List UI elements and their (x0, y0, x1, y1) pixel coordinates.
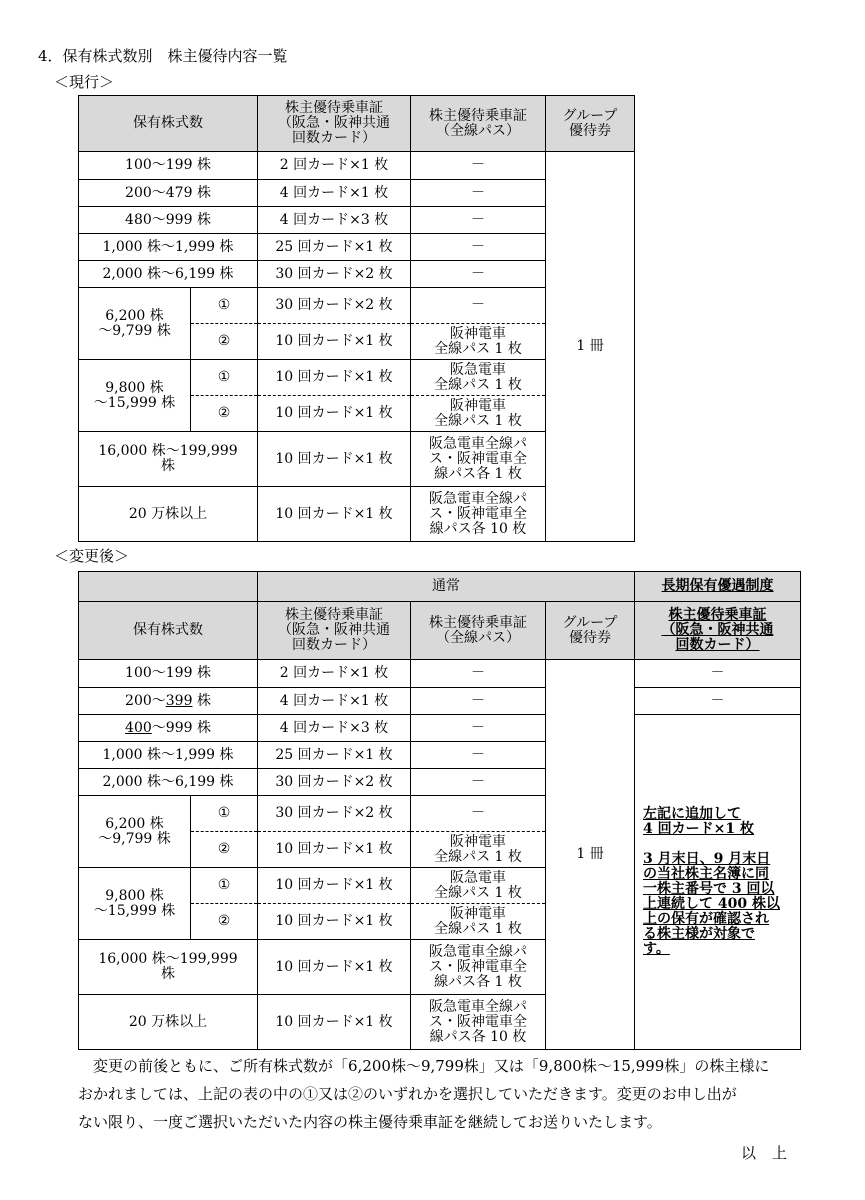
header-normal: 通常 (258, 572, 635, 602)
group-coupon-value: 1 冊 (546, 152, 635, 542)
table-row: 2,000 株～6,199 株 30 回カード×2 枚 － (79, 261, 635, 288)
current-table (78, 95, 635, 542)
header-shares: 保有株式数 (79, 96, 258, 152)
table-row: 1,000 株～1,999 株 25 回カード×1 枚 － (79, 742, 801, 769)
table-row: 480～999 株 4 回カード×3 枚 － (79, 207, 635, 234)
table-row: ② 10 回カード×1 枚 阪神電車 全線パス 1 枚 (79, 904, 801, 940)
table-row: 20 万株以上 10 回カード×1 枚 阪急電車全線パ ス・阪神電車全 線パス各 10 枚 (79, 487, 635, 542)
option-mark: ① (191, 288, 258, 324)
table-row: 100～199 株 2 回カード×1 枚 － 1 冊 － (79, 660, 801, 688)
option-mark: ② (191, 324, 258, 360)
group-coupon-value: 1 冊 (546, 660, 635, 1050)
table-row: 200～479 株 4 回カード×1 枚 － (79, 180, 635, 207)
table-row: 6,200 株 ～9,799 株 ① 30 回カード×2 枚 － (79, 796, 801, 832)
option-mark: ① (191, 868, 258, 904)
option-mark: ① (191, 796, 258, 832)
table-row: 100～199 株 2 回カード×1 枚 － 1 冊 (79, 152, 635, 180)
header-group: グループ 優待券 (546, 602, 635, 660)
document-title: 4．保有株式数別 株主優待内容一覧 (38, 47, 288, 65)
header-card: 株主優待乗車証 （阪急・阪神共通 回数カード） (258, 96, 411, 152)
header-pass: 株主優待乗車証 （全線パス） (411, 602, 546, 660)
option-mark: ① (191, 360, 258, 396)
table-row: 200～399 株 4 回カード×1 枚 － － (79, 688, 801, 715)
header-group: グループ 優待券 (546, 96, 635, 152)
header-shares: 保有株式数 (79, 602, 258, 660)
header-empty (79, 572, 258, 602)
table-row: ② 10 回カード×1 枚 阪神電車 全線パス 1 枚 (79, 324, 635, 360)
closing-mark: 以上 (740, 1144, 803, 1162)
header-pass: 株主優待乗車証 （全線パス） (411, 96, 546, 152)
footnote: 変更の前後ともに、ご所有株式数が「6,200株～9,799株」又は「9,800株～15,999株」の株主様に おかれましては、上記の表の中の①又は②のいずれかを選択していただきます。変更のお申し出が ない限り、一度ご選択いただいた内容の株主優待乗車証を継続してお送りいたします。 (78, 1057, 770, 1131)
changed-table (78, 571, 801, 1050)
table-row: 9,800 株 ～15,999 株 ① 10 回カード×1 枚 阪急電車 全線パス 1 枚 (79, 868, 801, 904)
option-mark: ② (191, 904, 258, 940)
table-row: 1,000 株～1,999 株 25 回カード×1 枚 － (79, 234, 635, 261)
table-row: ② 10 回カード×1 枚 阪神電車 全線パス 1 枚 (79, 832, 801, 868)
table-row: 2,000 株～6,199 株 30 回カード×2 枚 － (79, 769, 801, 796)
table-row: 400～999 株 4 回カード×3 枚 － 左記に追加して 4 回カード×1 枚 3 月末日、9 月末日 の当社株主名簿に同 一株主番号で 3 回以 上連続して 400 株以 上の保有が確認され る株主様が対象で す。 (79, 715, 801, 742)
table-row: 16,000 株～199,999 株 10 回カード×1 枚 阪急電車全線パ ス・阪神電車全 線パス各 1 枚 (79, 432, 635, 487)
option-mark: ② (191, 396, 258, 432)
table-row: 6,200 株 ～9,799 株 ① 30 回カード×2 枚 － (79, 288, 635, 324)
option-mark: ② (191, 832, 258, 868)
current-label: ＜現行＞ (54, 73, 115, 91)
table-row: 16,000 株～199,999 株 10 回カード×1 枚 阪急電車全線パ ス・阪神電車全 線パス各 1 枚 (79, 940, 801, 995)
header-long-term: 長期保有優遇制度 (635, 572, 801, 602)
table-row: ② 10 回カード×1 枚 阪神電車 全線パス 1 枚 (79, 396, 635, 432)
table-row: 9,800 株 ～15,999 株 ① 10 回カード×1 枚 阪急電車 全線パス 1 枚 (79, 360, 635, 396)
header-long-card: 株主優待乗車証 （阪急・阪神共通 回数カード） (635, 602, 801, 660)
table-row: 20 万株以上 10 回カード×1 枚 阪急電車全線パ ス・阪神電車全 線パス各 10 枚 (79, 995, 801, 1050)
long-term-note: 左記に追加して 4 回カード×1 枚 3 月末日、9 月末日 の当社株主名簿に同 一株主番号で 3 回以 上連続して 400 株以 上の保有が確認され る株主様が対象で す。 (635, 715, 801, 1050)
header-card: 株主優待乗車証 （阪急・阪神共通 回数カード） (258, 602, 411, 660)
changed-label: ＜変更後＞ (54, 547, 130, 565)
